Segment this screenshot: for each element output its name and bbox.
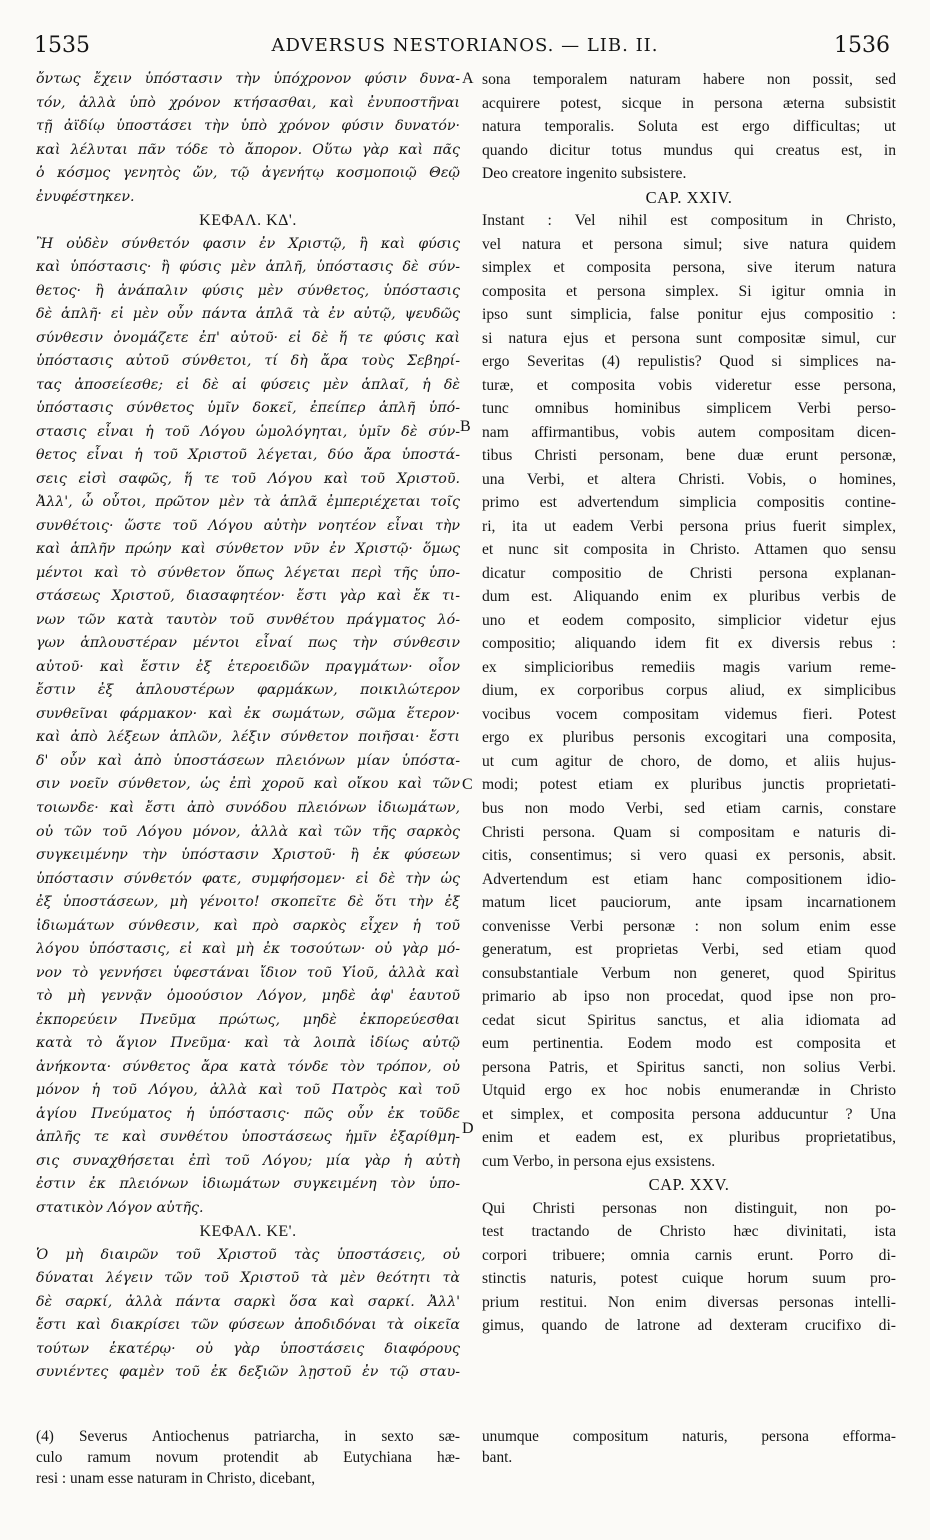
text-line: δ' οὖν καὶ ἀπὸ ὑποστάσεων πλειόνων μίαν ὑπόστα- [36,752,460,769]
text-line: vel natura et persona simul; sive natura quidem [482,235,896,253]
latin-column [482,68,896,1338]
text-line: στασις εἶναι ἡ τοῦ Λόγου ὡμολόγηται, ὑμῖν δὲ σύν- [36,423,460,440]
text-line: tunc omnibus hominibus simplicem Verbi perso- [482,400,896,418]
text-line: συνιέντες φαμὲν τοῦ ἐκ δεξιῶν λῃστοῦ ἐν τῷ σταυ- [36,1364,460,1381]
text-line: quando dicitur totus mundus qui creatus est, in [482,141,896,159]
text-line: Qui Christi personas non distinguit, non po- [482,1199,896,1217]
text-line: μόνον ἡ τοῦ Λόγου, ἀλλὰ καὶ τοῦ Πατρὸς καὶ τοῦ [36,1082,460,1099]
text-line: τας ἀποσείεσθε; εἰ δὲ αἱ φύσεις μὲν ἁπλαῖ, ἡ δὲ [36,376,460,393]
text-line: ἁγίου Πνεύματος ἡ ὑπόστασις· πῶς οὖν ἐκ τοῦδε [36,1105,460,1122]
text-line: καὶ λέλυται πᾶν τόδε τὸ ἄπορον. Οὕτω γὰρ καὶ πᾶς [36,141,460,158]
text-line: Deo creatore ingenito subsistere. [482,165,687,183]
text-line: τὸ μὴ γεννᾷν ὁμοούσιον Λόγον, μηδὲ ἀφ' ἑαυτοῦ [36,988,460,1005]
text-line: corpori tribuere; omnia carnis erunt. Porro di- [482,1246,896,1264]
footnote-line: resi : unam esse naturam in Christo, dicebant, [36,1470,316,1487]
text-line: ἐνυφέστηκεν. [36,188,135,205]
text-line: σύνθεσιν ὀνομάζετε ἐπ' αὐτοῦ· εἰ δὲ ἥ τε φύσις καὶ [36,329,460,346]
text-line: καὶ ὑπόστασις· ἢ φύσις μὲν ἁπλῆ, ὑπόστασις δὲ σύν- [36,259,460,276]
text-line: et simplex, et composita persona adducuntur ? Una [482,1105,896,1123]
page-header [0,0,930,62]
margin-marker-c: C [462,776,473,793]
text-line: test tractando de Christo hæc divinitati, ista [482,1223,896,1241]
text-line: Ἢ οὐδὲν σύνθετόν φασιν ἐν Χριστῷ, ἢ καὶ φύσις [36,235,460,252]
greek-column [36,68,460,1385]
text-line: συνθέτοις· ὥστε τοῦ Λόγου αὐτὴν νοητέον εἶναι τὴν [36,517,460,534]
text-line: ἁπλῆς τε καὶ συνθέτου ὑποστάσεως ἡμῖν ἐξαρίθμη- [36,1129,460,1146]
text-line: citis, consentimus; si vero quasi ex personis, absit. [482,847,896,865]
text-line: nam affirmantibus, vobis autem compositam dicen- [482,423,896,441]
text-line: Instant : Vel nihil est compositum in Christo, [482,212,896,230]
text-line: bus non modo Verbi, sed etiam carnis, constare [482,799,896,817]
text-line: simplex et composita persona, sive iterum natura [482,259,896,277]
text-line: si natura ejus et persona sunt compositæ simul, cur [482,329,896,347]
text-line: compositio; aliquando idem fit ex diversis rebus : [482,635,896,653]
text-line: ὑπόστασιν σύνθετόν φατε, συμφήσομεν· εἰ δὲ τὴν ὡς [36,870,460,887]
text-line: μέντοι καὶ τὸ σύνθετον ὅπως λέγεται περὶ τῆς ὑπο- [36,564,460,581]
text-line: prium restitui. Non enim diversas personas intelli- [482,1293,896,1311]
latin-continuation [482,1426,896,1468]
text-line: ἔστι καὶ διακρίσει τῶν φύσεων ἀποδιδόναι τὰ οἰκεῖα [36,1317,460,1334]
text-line: Advertendum est etiam hanc compositionem idio- [482,870,896,888]
text-line: natura temporalis. Soluta est ergo difficultas; ut [482,118,896,136]
text-line: Christi persona. Quam si compositam e naturis di- [482,823,896,841]
text-line: enim et eadem est, ex pluribus proprietatibus, [482,1129,896,1147]
text-line: turæ, et composita vobis videretur esse persona, [482,376,896,394]
footnote [36,1426,460,1489]
text-line: unumque compositum naturis, persona efforma- [482,1428,896,1445]
text-line: persona Patris, et Spiritus sancti, non solius Verbi. [482,1058,896,1076]
footnote-line: (4) Severus Antiochenus patriarcha, in sexto sæ- [36,1428,460,1445]
text-line: ὁ κόσμος γενητὸς ὤν, τῷ ἀγενήτῳ κοσμοποιῷ Θεῷ [36,165,460,182]
text-line: ut cum agitur de choro, de domo, et aliis hujus- [482,752,896,770]
text-line: ergo ex pluribus personis excogitari una composita, [482,729,896,747]
text-line: ex simplicioribus remediis magis varium reme- [482,658,896,676]
text-line: una Verbi, et altera Christi. Vobis, o homines, [482,470,896,488]
text-line: ἐστιν ἐκ πλειόνων ἰδιωμάτων συγκειμένη τὸν ὑπο- [36,1176,460,1193]
text-line: λόγου ὑπόστασις, εἰ καὶ μὴ ἐκ τοσούτων· οὐ γὰρ μό- [36,941,460,958]
chapter-heading-24: CAP. XXIV. [645,187,733,207]
text-line: primario ab ipso non procedat, quod ipse non pro- [482,988,896,1006]
text-line: ὄντως ἔχειν ὑπόστασιν τὴν ὑπόχρονον φύσιν δυνα- [36,71,460,87]
text-line: ἀνήκοντα· σύνθετος ἄρα κατὰ τόνδε τὸν τρόπον, οὐ [36,1058,460,1075]
text-line: dium, ex corporibus corpus aliud, ex simplicibus [482,682,896,700]
text-line: σεις εἰσὶ σαφῶς, ἥ τε τοῦ Λόγου καὶ τοῦ Χριστοῦ. [36,470,460,487]
text-line: θετος· ἢ ἀνάπαλιν φύσις μὲν σύνθετος, ὑπόστασις [36,282,460,299]
text-line: cedat sicut Spiritus sanctus, et alia idiomata ad [482,1011,896,1029]
chapter-heading-25: ΚΕΦΑΛ. ΚΕ'. [199,1223,297,1241]
text-line: generatum, est proprietas Verbi, sed etiam quod [482,941,896,959]
text-line: dicatur compositio de Christi persona explanan- [482,564,896,582]
text-line: καὶ ἀπὸ λέξεων ἁπλῶν, λέξιν σύνθετον ποιῆσαι· ἔστι [36,729,460,746]
text-line: Ὁ μὴ διαιρῶν τοῦ Χριστοῦ τὰς ὑποστάσεις, οὐ [36,1246,460,1263]
margin-marker-b: B [460,418,471,435]
chapter-heading-24: ΚΕΦΑΛ. ΚΔ'. [199,212,297,230]
running-title: ADVERSUS NESTORIANOS. — LIB. II. [271,35,659,56]
text-line: composita et persona simplex. Si igitur omnia in [482,282,896,300]
text-line: γων ἁπλουστέραν μέντοι εἶναί πως τὴν σύνθεσιν [36,635,460,652]
text-line: ri, ita ut eadem Verbi persona prius fuerit simplex, [482,517,896,535]
text-line: dum est. Aliquando enim ex pluribus verbis de [482,588,896,606]
text-line: ergo Severitas (4) repulistis? Quod si simplices na- [482,353,896,371]
text-line: δὲ ἁπλῆ· εἰ μὲν οὖν πάντα ἁπλᾶ τὰ ἐν αὐτῷ, ψευδῶς [36,306,460,323]
text-line: στατικὸν Λόγον αὐτῆς. [36,1199,204,1216]
text-line: uno et eodem composito, simplicior videtur ejus [482,611,896,629]
margin-marker-d: D [462,1120,474,1137]
page-number-right: 1536 [834,33,890,58]
text-line: primo est advertendum simplicia compositis contine- [482,494,896,512]
text-line: ἐξ ὑποστάσεων, μὴ γένοιτο! σκοπεῖτε δὲ ὅτι τὴν ἐξ [36,894,460,911]
text-line: ὑπόστασις αὐτοῦ σύνθετοι, τί δὴ ἄρα τοὺς Σεβηρί- [36,353,460,370]
text-line: νων τῶν κατὰ ταυτὸν τοῦ συνθέτου πράγματος λό- [36,611,460,628]
text-line: κατὰ τὸ ἅγιον Πνεῦμα· καὶ τὰ λοιπὰ ἰδίως αὐτῷ [36,1035,460,1052]
text-line: stinctis naturis, potest cuique horum suum pro- [482,1270,896,1288]
margin-marker-a: A [462,70,474,87]
text-line: καὶ ἁπλῆν πρώην καὶ σύνθετον νῦν ἐν Χριστῷ· ὅμως [36,541,460,558]
text-line: gimus, quando de latrone ad dexteram crucifixo di- [482,1317,896,1335]
text-line: ὑπόστασις σύνθετος ὑμῖν δοκεῖ, ἐπείπερ ἁπλῆ ὑπό- [36,400,460,417]
text-line: αὐτοῦ· καὶ ἔστιν ἐξ ἑτεροειδῶν πραγμάτων· οἷον [36,658,460,675]
text-line: δὲ σαρκί, ἀλλὰ πάντα σαρκὶ ὅσα καὶ σαρκί. Ἀλλ' [36,1293,460,1310]
text-line: sona temporalem naturam habere non possit, sed [482,71,896,88]
text-line: matum licet pauciorum, ante ipsam incarnationem [482,894,896,912]
text-line: τῇ ἀϊδίῳ ὑποστάσει τὴν ὑπὸ χρόνον φύσιν δυνατόν· [36,118,460,135]
text-line: ἐκπορεύειν Πνεῦμα πρώτως, μηδὲ ἐκπορεύεσθαι [36,1011,460,1028]
page-number-left: 1535 [34,33,90,58]
text-line: συνθεῖναι φάρμακον· καὶ ἐκ σωμάτων, σῶμα ἕτερον· [36,705,460,722]
text-line: bant. [482,1449,513,1466]
text-line: συγκειμένην τὴν ὑπόστασιν Χριστοῦ· ἢ ἐκ φύσεων [36,847,460,864]
text-line: δύναται λέγειν τῶν τοῦ Χριστοῦ τὰ μὲν θεότητι τὰ [36,1270,460,1287]
text-line: τούτων ἑκατέρῳ· οὐ γὰρ ὑποστάσεις διαφόρους [36,1340,460,1357]
text-line: τοιωνδε· καὶ ἔστι ἀπὸ συνόδου πλειόνων ἰδιωμάτων, [36,799,460,816]
text-line: tibus Christi personam, bene duæ erunt personæ, [482,447,896,465]
text-line: τόν, ἀλλὰ ὑπὸ χρόνον κτήσασθαι, καὶ ἐνυποστῆναι [36,94,460,111]
text-line: ἔστιν ἐξ ἁπλουστέρων φαρμάκων, ποικιλώτερον [36,682,460,699]
text-line: convenisse Verbi personæ : non solum enim esse [482,917,896,935]
text-line: eum pertinentia. Eodem modo est composita et [482,1035,896,1053]
footnote-line: culo ramum novum protendit ab Eutychiana hæ- [36,1449,460,1466]
text-line: acquirere potest, sicque in persona æterna subsistit [482,94,896,112]
text-line: σιν νοεῖν σύνθετον, ὡς ἐπὶ χοροῦ καὶ οἴκου καὶ τῶν [36,776,460,793]
text-line: ἰδιωμάτων σύνθεσιν, καὶ πρὸ σαρκὸς εἶχεν ἡ τοῦ [36,917,460,934]
text-line: νον τὸ γεννήσει ὑφεστάναι ἴδιον τοῦ Υἱοῦ, ἀλλὰ καὶ [36,964,460,981]
text-line: Utquid ergo ex hoc nobis enumerandæ in Christo [482,1082,896,1100]
text-line: cum Verbo, in persona ejus exsistens. [482,1152,716,1170]
text-line: consubstantiale Verbum non generet, quod Spiritus [482,964,896,982]
text-line: modi; potest etiam ex pluribus junctis proprietati- [482,776,896,794]
text-line: et nunc sit composita in Christo. Attamen quo sensu [482,541,896,559]
text-line: στάσεως Χριστοῦ, διασαφητέον· ἔστι γὰρ καὶ ἔκ τι- [36,588,460,605]
text-line: οὐ τῶν τοῦ Λόγου μόνον, ἀλλὰ καὶ τῶν τῆς σαρκὸς [36,823,460,840]
chapter-heading-25: CAP. XXV. [648,1175,730,1195]
text-line: Ἀλλ', ὦ οὗτοι, πρῶτον μὲν τὰ ἁπλᾶ ἐμπεριέχεται τοῖς [36,494,460,511]
text-line: θετος εἶναι ἡ τοῦ Χριστοῦ λέγεται, δύο ἄρα ὑποστά- [36,447,460,464]
text-line: σις συναχθήσεται ἐπὶ τοῦ Λόγου; μία γὰρ ἡ αὐτὴ [36,1152,460,1169]
text-line: ipso sunt simplicia, false ponitur ejus compositio : [482,306,896,324]
text-line: vocibus vocem compositam videmus fieri. Potest [482,705,896,723]
